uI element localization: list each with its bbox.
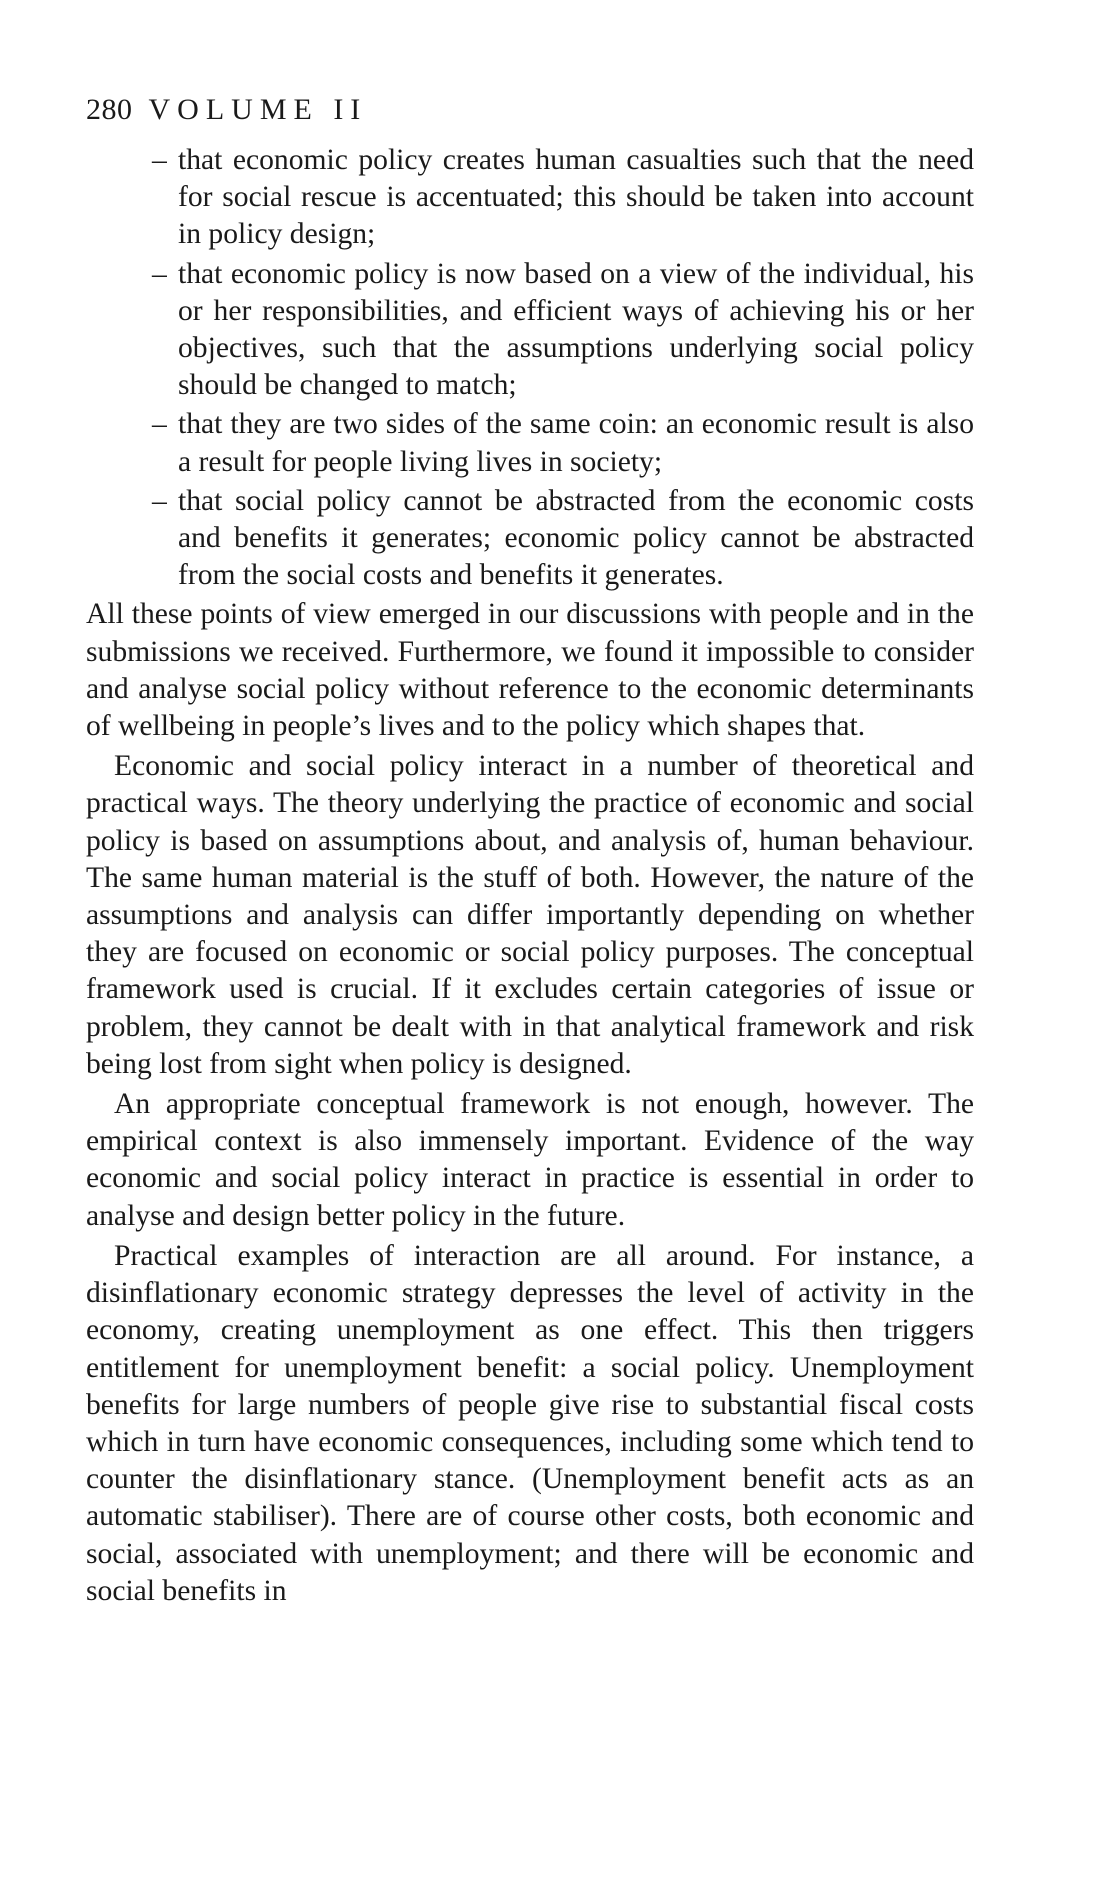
paragraph: Practical examples of interaction are all around. For instance, a disinflationary economic strategy depresses the level of activity in the economy, creating unemployment as one effect. This then triggers entitlement for unemployment benefit: a social policy. Unemployment benefits for large numbers of people give rise to substantial fiscal costs which in turn have economic consequences, including some which tend to counter the disinflationary stance. (Unemployment benefit acts as an automatic stabiliser). There are of course other costs, both economic and social, associated with unemployment; and there will be economic and social benefits in bbox=[86, 1239, 974, 1607]
paragraph: All these points of view emerged in our discussions with people and in the submissions we received. Furthermore, we found it impossible to consider and analyse social policy without reference to the economic determinants of wellbeing in people’s lives and to the policy which shapes that. bbox=[86, 598, 974, 743]
paragraph: An appropriate conceptual framework is not enough, however. The empirical context is also immensely important. Evidence of the way economic and social policy interact in practice is essential in order to analyse and design better policy in the future. bbox=[86, 1088, 974, 1232]
dash-marker: – bbox=[152, 484, 167, 517]
book-page bbox=[86, 88, 974, 1613]
running-head bbox=[86, 88, 974, 132]
dash-marker: – bbox=[152, 257, 167, 290]
dash-marker: – bbox=[152, 408, 167, 441]
list-item bbox=[86, 142, 974, 254]
list-item bbox=[86, 256, 974, 405]
page-number: 280 bbox=[86, 93, 133, 126]
list-item bbox=[86, 406, 974, 480]
bullet-list bbox=[86, 142, 974, 594]
list-item bbox=[86, 483, 974, 595]
list-item-text: that social policy cannot be abstracted from the economic costs and benefits it generates; economic policy cannot be abstracted from the social costs and benefits it generates. bbox=[178, 484, 974, 592]
list-item-text: that they are two sides of the same coin: an economic result is also a result for people living lives in society; bbox=[178, 408, 974, 478]
dash-marker: – bbox=[152, 144, 167, 176]
paragraph: Economic and social policy interact in a number of theoretical and practical ways. The theory underlying the practice of economic and social policy is based on assumptions about, and analysis of, human behaviour. The same human material is the stuff of both. However, the nature of the assumptions and analysis can differ importantly depending on whether they are focused on economic or social policy purposes. The conceptual framework used is crucial. If it excludes certain categories of issue or problem, they cannot be dealt with in that analytical framework and risk being lost from sight when policy is designed. bbox=[86, 750, 974, 1080]
list-item-text: that economic policy creates human casualties such that the need for social rescue is accentuated; this should be taken into account in policy design; bbox=[178, 144, 974, 251]
list-item-text: that economic policy is now based on a view of the individual, his or her responsibilities, and efficient ways of achieving his or her objectives, such that the assumptions underlying social policy should be changed to match; bbox=[178, 257, 974, 402]
volume-label: VOLUME II bbox=[148, 93, 368, 126]
